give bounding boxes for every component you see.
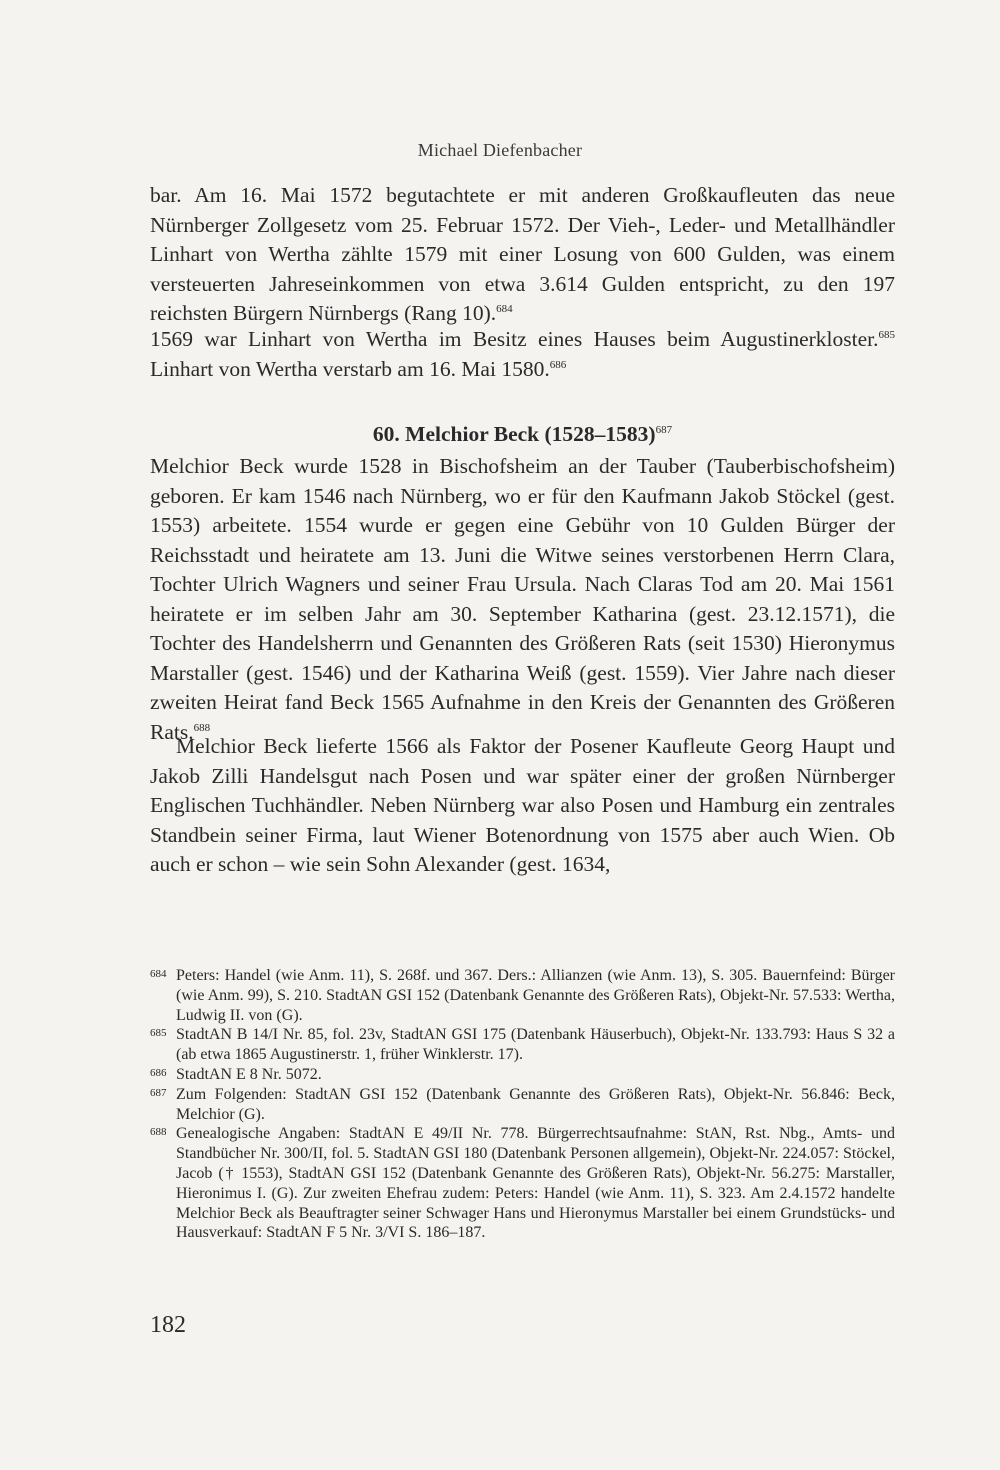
footnote-item [150, 1124, 895, 1243]
footnote-text: Genealogische Angaben: StadtAN E 49/II Nr. 778. Bürgerrechtsaufnahme: StAN, Rst. Nbg., Amts- und Standbücher Nr. 300/II, fol. 5. StadtAN GSI 180 (Datenbank Personen allgemein), Objekt-Nr. 224.057: Stöckel, Jacob († 1553), StadtAN GSI 152 (Datenbank Genannte des Größeren Rats), Objekt-Nr. 56.275: Marstaller, Hieronimus I. (G). Zur zweiten Ehefrau zudem: Peters: Handel (wie Anm. 11), S. 323. Am 2.4.1572 handelte Melchior Beck als Beauftragter seiner Schwager Hans und Hieronymus Marstaller bei einem Grundstücks- und Hausverkauf: StadtAN F 5 Nr. 3/VI S. 186–187. [176, 1125, 895, 1242]
paragraph-text: bar. Am 16. Mai 1572 begutachtete er mit anderen Großkaufleuten das neue Nürnberger Zollgesetz vom 25. Februar 1572. Der Vieh-, Leder- und Metallhändler Linhart von Wertha zählte 1579 mit einer Losung von 600 Gulden, was einem versteuerten Jahreseinkommen von etwa 3.614 Gulden entspricht, zu den 197 reichsten Bürgern Nürnbergs (Rang 10). [150, 183, 895, 325]
footnote-ref[interactable]: 686 [549, 358, 567, 371]
paragraph-1 [150, 181, 895, 329]
footnote-number: 688 [150, 1126, 167, 1139]
footnote-number: 684 [150, 968, 167, 980]
section-heading [150, 420, 895, 450]
footnote-item [150, 1085, 895, 1125]
paragraph-4 [150, 732, 895, 880]
paragraph-2 [150, 325, 895, 384]
footnote-ref[interactable]: 688 [193, 721, 211, 734]
page-number: 182 [150, 1312, 186, 1338]
paragraph-text: Linhart von Wertha verstarb am 16. Mai 1580. [150, 356, 550, 381]
footnote-text: Peters: Handel (wie Anm. 11), S. 268f. und 367. Ders.: Allianzen (wie Anm. 13), S. 305. Bauernfeind: Bürger (wie Anm. 99), S. 210. StadtAN GSI 152 (Datenbank Genannte des Größeren Rats), Objekt-Nr. 57.533: Wertha, Ludwig II. von (G). [176, 967, 895, 1024]
footnote-number: 687 [150, 1086, 167, 1099]
section-heading-text: 60. Melchior Beck (1528–1583) [372, 422, 656, 446]
footnote-ref[interactable]: 687 [655, 423, 673, 436]
footnote-item [150, 966, 895, 1025]
footnote-ref[interactable]: 684 [496, 302, 513, 315]
footnotes [150, 966, 895, 1243]
running-head: Michael Diefenbacher [417, 140, 583, 160]
footnote-number: 686 [150, 1066, 167, 1079]
footnote-text: Zum Folgenden: StadtAN GSI 152 (Datenbank Genannte des Größeren Rats), Objekt-Nr. 56.846: Beck, Melchior (G). [176, 1085, 895, 1123]
footnote-number: 685 [150, 1027, 167, 1040]
footnote-text: StadtAN B 14/I Nr. 85, fol. 23v, StadtAN GSI 175 (Datenbank Häuserbuch), Objekt-Nr. 133.793: Haus S 32 a (ab etwa 1865 Augustinerstr. 1, früher Winklerstr. 17). [176, 1026, 895, 1064]
footnote-ref[interactable]: 685 [878, 328, 895, 341]
paragraph-text: Melchior Beck lieferte 1566 als Faktor der Posener Kaufleute Georg Haupt und Jakob Zilli Handelsgut nach Posen und war später einer der großen Nürnberger Englischen Tuchhändler. Neben Nürnberg war also Posen und Hamburg ein zentrales Standbein seiner Firma, laut Wiener Botenordnung von 1575 aber auch Wien. Ob auch er schon – wie sein Sohn Alexander (gest. 1634, [150, 734, 895, 876]
footnote-item [150, 1025, 895, 1065]
paragraph-3 [150, 452, 895, 747]
paragraph-text: Melchior Beck wurde 1528 in Bischofsheim an der Tauber (Tauberbischofsheim) geboren. Er kam 1546 nach Nürnberg, wo er für den Kaufmann Jakob Stöckel (gest. 1553) arbeitete. 1554 wurde er gegen eine Gebühr von 10 Gulden Bürger der Reichsstadt und heiratete am 13. Juni die Witwe seines verstorbenen Herrn Clara, Tochter Ulrich Wagners und seiner Frau Ursula. Nach Claras Tod am 20. Mai 1561 heiratete er im selben Jahr am 30. September Katharina (gest. 23.12.1571), die Tochter des Handelsherrn und Genannten des Größeren Rats (seit 1530) Hieronymus Marstaller (gest. 1546) und der Katharina Weiß (gest. 1559). Vier Jahre nach dieser zweiten Heirat fand Beck 1565 Aufnahme in den Kreis der Genannten des Größeren Rats. [150, 454, 895, 744]
paragraph-text: 1569 war Linhart von Wertha im Besitz eines Hauses beim Augustinerkloster. [150, 327, 879, 351]
footnote-text: StadtAN E 8 Nr. 5072. [176, 1065, 322, 1083]
footnote-item [150, 1065, 895, 1085]
